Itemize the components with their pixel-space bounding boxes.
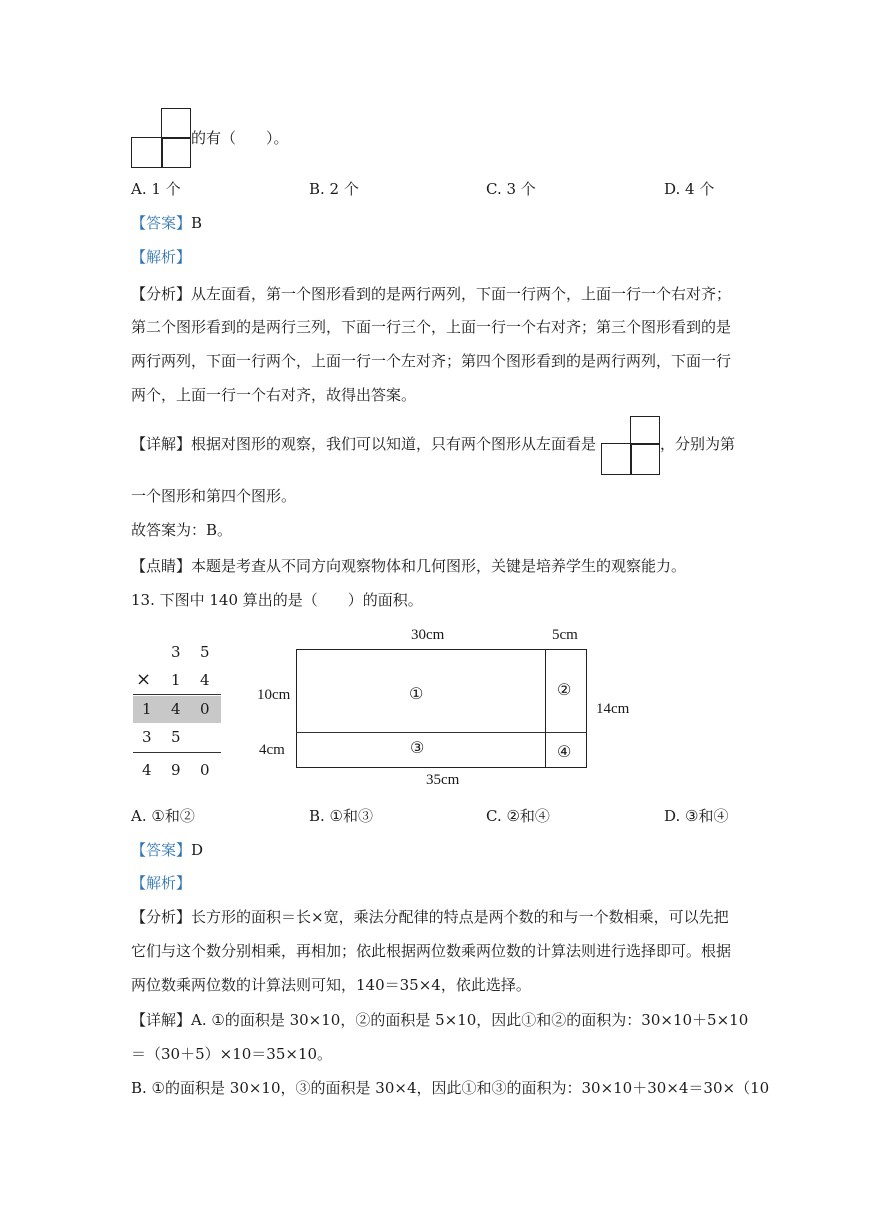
- q13-answer-line: [131, 839, 203, 861]
- vertical-divider: [545, 649, 546, 768]
- option-d[interactable]: D. ③和④: [664, 807, 729, 825]
- dianjing-tag: 【点睛】: [131, 557, 192, 575]
- answer-tag: 【答案】: [131, 841, 192, 859]
- option-d[interactable]: D. 4 个: [664, 180, 715, 198]
- q13-xiangjie-line-1: [131, 1009, 748, 1031]
- fenxi-tag: 【分析】: [131, 285, 192, 303]
- xiangjie-line-2: 一个图形和第四个图形。: [131, 487, 297, 505]
- mul-rule-1: [133, 694, 221, 695]
- label-top-right: 5cm: [552, 627, 578, 643]
- mul-partial2-digit-1: 3: [142, 728, 152, 746]
- xiangjie-text: A. ①的面积是 30×10，②的面积是 5×10，因此①和②的面积为：30×10＋5×10: [191, 1011, 749, 1029]
- q13-fenxi-line-1: [131, 906, 729, 928]
- q13-fenxi-line-3: 两位数乘两位数的计算法则可知，140＝35×4，依此选择。: [131, 976, 531, 994]
- mul-partial1-digit-3: 0: [200, 700, 210, 718]
- q13-xiangjie-line-3: B. ①的面积是 30×10，③的面积是 30×4，因此①和③的面积为：30×10＋30×4＝30×（10: [131, 1079, 770, 1097]
- q13-analysis-tag: 【解析】: [131, 874, 192, 892]
- option-a[interactable]: A. 1 个: [131, 180, 181, 198]
- inline-square-top: [630, 416, 660, 445]
- region-4-label: ④: [557, 742, 572, 761]
- mul-result-digit-3: 0: [200, 761, 210, 779]
- outer-rectangle: [296, 649, 587, 768]
- q13-xiangjie-line-2: ＝（30＋5）×10＝35×10。: [131, 1045, 333, 1063]
- horizontal-divider: [296, 732, 587, 733]
- xiangjie-text-tail: ，分别为第: [660, 435, 736, 453]
- shape-square-bottom-left: [131, 137, 163, 168]
- mul-top-digit-2: 5: [200, 643, 210, 661]
- fenxi-text: 长方形的面积＝长×宽，乘法分配律的特点是两个数的和与一个数相乘，可以先把: [191, 908, 729, 926]
- fenxi-line-3: 两行两列，下面一行两个，上面一行一个左对齐；第四个图形看到的是两行两列，下面一行: [131, 352, 732, 370]
- mul-multiplier-digit-2: 4: [200, 671, 210, 689]
- mul-result-digit-2: 9: [171, 761, 181, 779]
- question-stem-tail: 的有（ ）。: [191, 129, 289, 147]
- dianjing-line: [131, 555, 686, 577]
- option-c[interactable]: C. 3 个: [486, 180, 536, 198]
- fenxi-line-4: 两个，上面一行一个右对齐，故得出答案。: [131, 386, 417, 404]
- label-bottom: 35cm: [426, 772, 460, 788]
- q13-stem: 13. 下图中 140 算出的是（ ）的面积。: [131, 591, 423, 609]
- mul-rule-2: [133, 752, 221, 753]
- final-answer: 故答案为：B。: [131, 521, 233, 539]
- region-3-label: ③: [410, 738, 425, 757]
- xiangjie-line-1: [131, 433, 596, 455]
- mul-partial1-digit-1: 1: [142, 700, 152, 718]
- label-top-left: 30cm: [411, 627, 445, 643]
- mul-sign: ×: [136, 669, 152, 690]
- dianjing-text: 本题是考查从不同方向观察物体和几何图形，关键是培养学生的观察能力。: [191, 557, 687, 575]
- q13-fenxi-line-2: 它们与这个数分别相乘，再相加；依此根据两位数乘两位数的计算法则进行选择即可。根据: [131, 942, 732, 960]
- option-b[interactable]: B. ①和③: [309, 807, 374, 825]
- mul-top-digit-1: 3: [171, 643, 181, 661]
- mul-multiplier-digit-1: 1: [171, 671, 181, 689]
- xiangjie-tag: 【详解】: [131, 1011, 192, 1029]
- xiangjie-tag: 【详解】: [131, 435, 192, 453]
- mul-result-digit-1: 4: [142, 761, 152, 779]
- fenxi-line-1: [131, 283, 731, 305]
- fenxi-text: 从左面看，第一个图形看到的是两行两列，下面一行两个，上面一行一个右对齐；: [191, 285, 732, 303]
- region-1-label: ①: [409, 684, 424, 703]
- inline-square-bottom-right: [630, 443, 660, 475]
- answer-line: [131, 212, 202, 234]
- answer-value: D: [191, 841, 204, 859]
- analysis-tag: 【解析】: [131, 248, 192, 266]
- answer-value: B: [191, 214, 203, 232]
- option-c[interactable]: C. ②和④: [486, 807, 550, 825]
- xiangjie-text: 根据对图形的观察，我们可以知道，只有两个图形从左面看是: [191, 435, 597, 453]
- inline-square-bottom-left: [601, 443, 632, 475]
- label-left-bottom: 4cm: [259, 742, 285, 758]
- mul-partial2-digit-2: 5: [171, 728, 181, 746]
- label-right: 14cm: [596, 701, 630, 717]
- option-a[interactable]: A. ①和②: [131, 807, 195, 825]
- fenxi-line-2: 第二个图形看到的是两行三列，下面一行三个，上面一行一个右对齐；第三个图形看到的是: [131, 318, 732, 336]
- region-2-label: ②: [557, 680, 572, 699]
- shape-square-top: [161, 108, 191, 139]
- option-b[interactable]: B. 2 个: [309, 180, 359, 198]
- fenxi-tag: 【分析】: [131, 908, 192, 926]
- label-left-top: 10cm: [257, 687, 291, 703]
- answer-tag: 【答案】: [131, 214, 192, 232]
- shape-square-bottom-right: [161, 137, 191, 168]
- mul-partial1-digit-2: 4: [171, 700, 181, 718]
